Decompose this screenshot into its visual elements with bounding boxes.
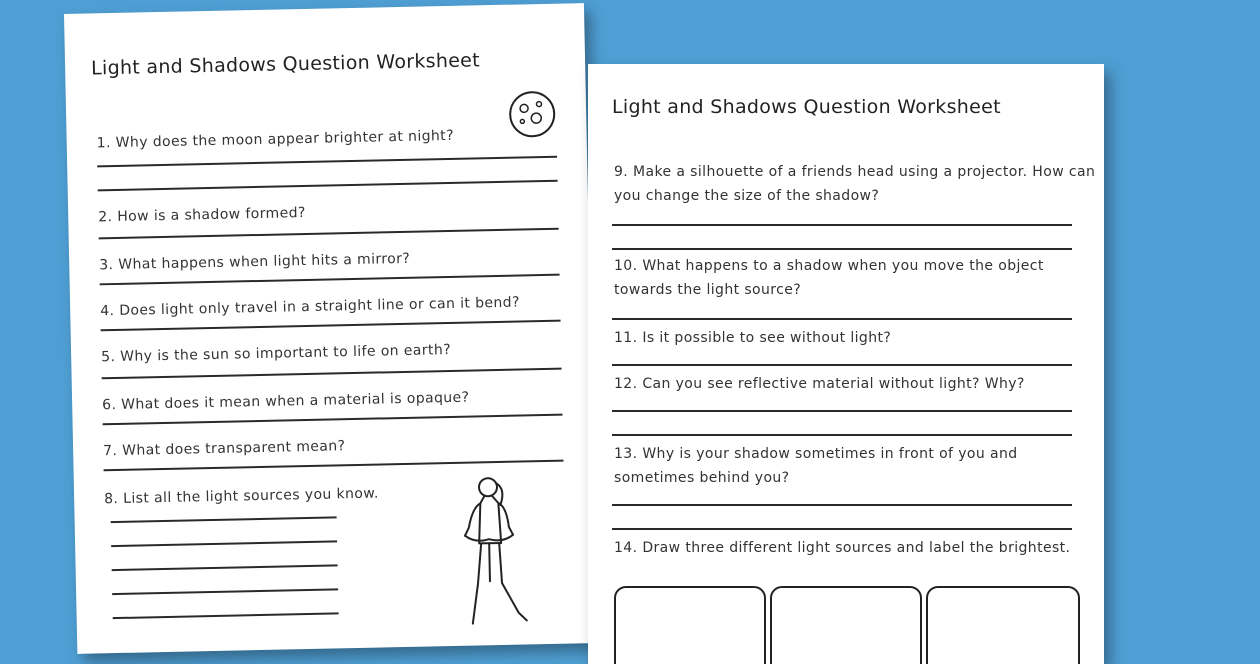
moon-icon	[506, 88, 559, 141]
question-9-line-1: 9. Make a silhouette of a friends head using a projector. How can	[614, 164, 1096, 180]
answer-line[interactable]	[612, 528, 1072, 530]
page-title: Light and Shadows Question Worksheet	[612, 96, 1001, 118]
answer-line[interactable]	[612, 224, 1072, 226]
worksheet-page-2	[588, 64, 1104, 664]
question-13-line-2: sometimes behind you?	[614, 470, 790, 486]
answer-line[interactable]	[97, 156, 557, 168]
answer-line[interactable]	[612, 248, 1072, 250]
answer-line[interactable]	[113, 612, 339, 619]
answer-line[interactable]	[111, 540, 337, 547]
question-4: 4. Does light only travel in a straight line or can it bend?	[100, 294, 520, 320]
answer-line[interactable]	[612, 318, 1072, 320]
question-6: 6. What does it mean when a material is opaque?	[102, 389, 470, 414]
question-12: 12. Can you see reflective material without light? Why?	[614, 376, 1025, 392]
worksheet-page-1	[64, 3, 597, 654]
question-8: 8. List all the light sources you know.	[104, 485, 379, 508]
question-11: 11. Is it possible to see without light?	[614, 330, 892, 346]
question-14: 14. Draw three different light sources and label the brightest.	[614, 540, 1071, 556]
answer-line[interactable]	[612, 434, 1072, 436]
question-13-line-1: 13. Why is your shadow sometimes in front of you and	[614, 446, 1018, 462]
question-1: 1. Why does the moon appear brighter at night?	[96, 127, 455, 152]
answer-line[interactable]	[111, 516, 337, 523]
question-2: 2. How is a shadow formed?	[98, 204, 306, 226]
answer-line[interactable]	[112, 564, 338, 571]
question-9-line-2: you change the size of the shadow?	[614, 188, 880, 204]
question-3: 3. What happens when light hits a mirror?	[99, 250, 411, 274]
answer-line[interactable]	[99, 228, 559, 240]
answer-line[interactable]	[112, 588, 338, 595]
drawing-box-2[interactable]	[770, 586, 922, 664]
question-10-line-2: towards the light source?	[614, 282, 802, 298]
answer-line[interactable]	[102, 368, 562, 380]
answer-line[interactable]	[612, 410, 1072, 412]
answer-line[interactable]	[612, 504, 1072, 506]
question-10-line-1: 10. What happens to a shadow when you move the object	[614, 258, 1044, 274]
answer-line[interactable]	[98, 180, 558, 192]
drawing-box-1[interactable]	[614, 586, 766, 664]
girl-illustration	[444, 472, 537, 634]
page-title: Light and Shadows Question Worksheet	[90, 49, 481, 80]
question-5: 5. Why is the sun so important to life on earth?	[101, 341, 452, 366]
question-7: 7. What does transparent mean?	[102, 438, 346, 460]
answer-line[interactable]	[612, 364, 1072, 366]
drawing-box-3[interactable]	[926, 586, 1080, 664]
